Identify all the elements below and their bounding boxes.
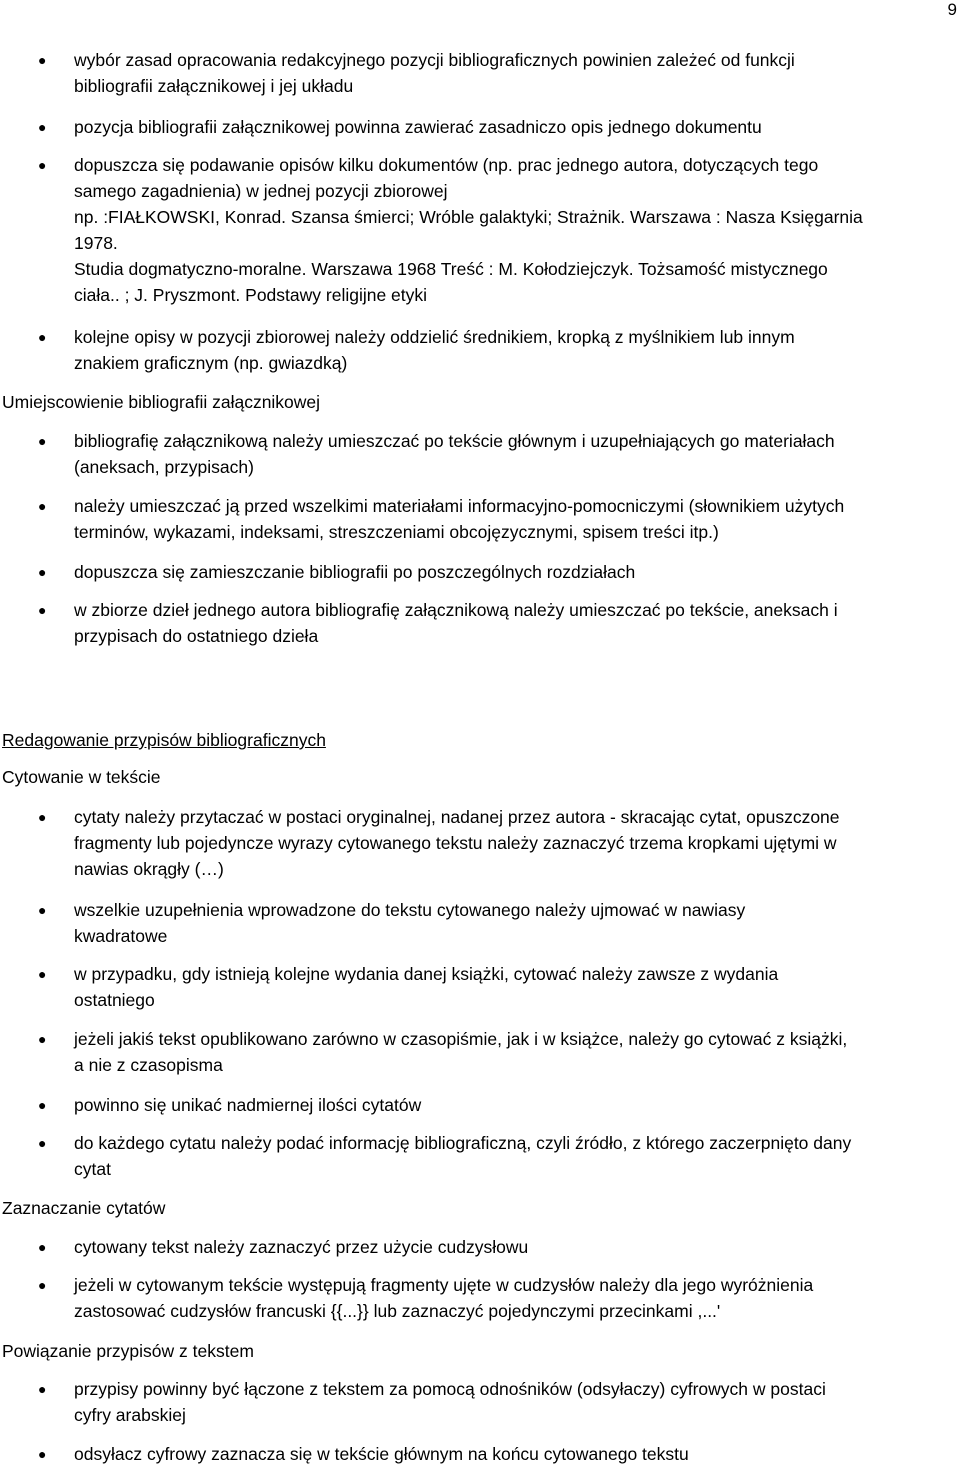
text-line: ciała.. ; J. Pryszmont. Podstawy religijne etyki (74, 285, 428, 305)
text-line: ostatniego (74, 990, 155, 1010)
text-line: dopuszcza się podawanie opisów kilku dokumentów (np. prac jednego autora, dotyczących tego (74, 155, 819, 175)
page-number: 9 (947, 0, 957, 19)
text-line: przypisy powinny być łączone z tekstem za pomocą odnośników (odsyłaczy) cyfrowych w postaci (74, 1379, 826, 1399)
list-item (38, 597, 946, 649)
list-item (38, 1376, 946, 1428)
bullet-icon: ● (38, 498, 47, 514)
list-item (38, 897, 946, 949)
text-line: cytowany tekst należy zaznaczyć przez użycie cudzysłowu (74, 1237, 529, 1257)
list-item (38, 1092, 946, 1118)
text-line: wszelkie uzupełnienia wprowadzone do tekstu cytowanego należy ujmować w nawiasy (74, 900, 746, 920)
list-item (38, 1026, 946, 1078)
text-line: do każdego cytatu należy podać informację bibliograficzną, czyli źródło, z którego zaczerpnięto dany (74, 1133, 852, 1153)
text-line: odsyłacz cyfrowy zaznacza się w tekście głównym na końcu cytowanego tekstu (74, 1444, 689, 1464)
bullet-icon: ● (38, 1446, 47, 1462)
list-item (38, 152, 946, 308)
list-item (38, 324, 946, 376)
bullet-icon: ● (38, 902, 47, 918)
subsection-heading: Cytowanie w tekście (2, 767, 161, 787)
text-line: np. :FIAŁKOWSKI, Konrad. Szansa śmierci; Wróble galaktyki; Strażnik. Warszawa : Nasza Księgarnia (74, 207, 863, 227)
text-line: bibliografię załącznikową należy umieszczać po tekście głównym i uzupełniających go materiałach (74, 431, 835, 451)
bullet-icon: ● (38, 809, 47, 825)
text-line: Studia dogmatyczno-moralne. Warszawa 1968 Treść : M. Kołodziejczyk. Tożsamość mistycznego (74, 259, 828, 279)
list-item (38, 1130, 946, 1182)
bullet-icon: ● (38, 329, 47, 345)
text-line: w przypadku, gdy istnieją kolejne wydania danej książki, cytować należy zawsze z wydania (74, 964, 779, 984)
bullet-icon: ● (38, 966, 47, 982)
list-item (38, 1234, 946, 1260)
bullet-icon: ● (38, 157, 47, 173)
bullet-icon: ● (38, 52, 47, 68)
text-line: przypisach do ostatniego dzieła (74, 626, 319, 646)
text-line: 1978. (74, 233, 118, 253)
text-line: nawias okrągły (…) (74, 859, 224, 879)
text-line: fragmenty lub pojedyncze wyrazy cytowanego tekstu należy zaznaczyć trzema kropkami ujętymi w (74, 833, 837, 853)
section-heading: Redagowanie przypisów bibliograficznych (2, 730, 326, 750)
text-line: cyfry arabskiej (74, 1405, 186, 1425)
list-item (38, 428, 946, 480)
bullet-icon: ● (38, 119, 47, 135)
text-line: samego zagadnienia) w jednej pozycji zbiorowej (74, 181, 448, 201)
bullet-icon: ● (38, 1239, 47, 1255)
bullet-icon: ● (38, 433, 47, 449)
text-line: terminów, wykazami, indeksami, streszczeniami obcojęzycznymi, spisem treści itp.) (74, 522, 719, 542)
text-line: pozycja bibliografii załącznikowej powinna zawierać zasadniczo opis jednego dokumentu (74, 117, 762, 137)
text-line: jeżeli jakiś tekst opublikowano zarówno w czasopiśmie, jak i w książce, należy go cytować z książki, (74, 1029, 848, 1049)
text-line: w zbiorze dzieł jednego autora bibliografię załącznikową należy umieszczać po tekście, aneksach i (74, 600, 838, 620)
list-item (38, 961, 946, 1013)
bullet-icon: ● (38, 564, 47, 580)
list-item (38, 1272, 946, 1324)
list-item (38, 47, 946, 99)
text-line: cytaty należy przytaczać w postaci oryginalnej, nadanej przez autora - skracając cytat, opuszczone (74, 807, 840, 827)
text-line: dopuszcza się zamieszczanie bibliografii po poszczególnych rozdziałach (74, 562, 636, 582)
bullet-icon: ● (38, 1135, 47, 1151)
section-heading: Umiejscowienie bibliografii załącznikowej (2, 392, 321, 412)
text-line: kolejne opisy w pozycji zbiorowej należy oddzielić średnikiem, kropką z myślnikiem lub innym (74, 327, 795, 347)
text-line: zastosować cudzysłów francuski {{...}} lub zaznaczyć pojedynczymi przecinkami ,...' (74, 1301, 721, 1321)
text-line: jeżeli w cytowanym tekście występują fragmenty ujęte w cudzysłów należy dla jego wyróżnienia (74, 1275, 814, 1295)
list-item (38, 559, 946, 585)
text-line: powinno się unikać nadmiernej ilości cytatów (74, 1095, 422, 1115)
text-line: kwadratowe (74, 926, 168, 946)
subsection-heading: Powiązanie przypisów z tekstem (2, 1341, 254, 1361)
bullet-icon: ● (38, 1031, 47, 1047)
list-item (38, 493, 946, 545)
list-item (38, 804, 946, 882)
text-line: znakiem graficznym (np. gwiazdką) (74, 353, 348, 373)
bullet-icon: ● (38, 1097, 47, 1113)
text-line: a nie z czasopisma (74, 1055, 223, 1075)
list-item (38, 114, 946, 140)
text-line: (aneksach, przypisach) (74, 457, 254, 477)
text-line: cytat (74, 1159, 111, 1179)
bullet-icon: ● (38, 1277, 47, 1293)
list-item (38, 1441, 946, 1467)
subsection-heading: Zaznaczanie cytatów (2, 1198, 166, 1218)
text-line: bibliografii załącznikowej i jej układu (74, 76, 354, 96)
text-line: należy umieszczać ją przed wszelkimi materiałami informacyjno-pomocniczymi (słownikiem użytych (74, 496, 845, 516)
bullet-icon: ● (38, 602, 47, 618)
text-line: wybór zasad opracowania redakcyjnego pozycji bibliograficznych powinien zależeć od funkcji (74, 50, 795, 70)
bullet-icon: ● (38, 1381, 47, 1397)
